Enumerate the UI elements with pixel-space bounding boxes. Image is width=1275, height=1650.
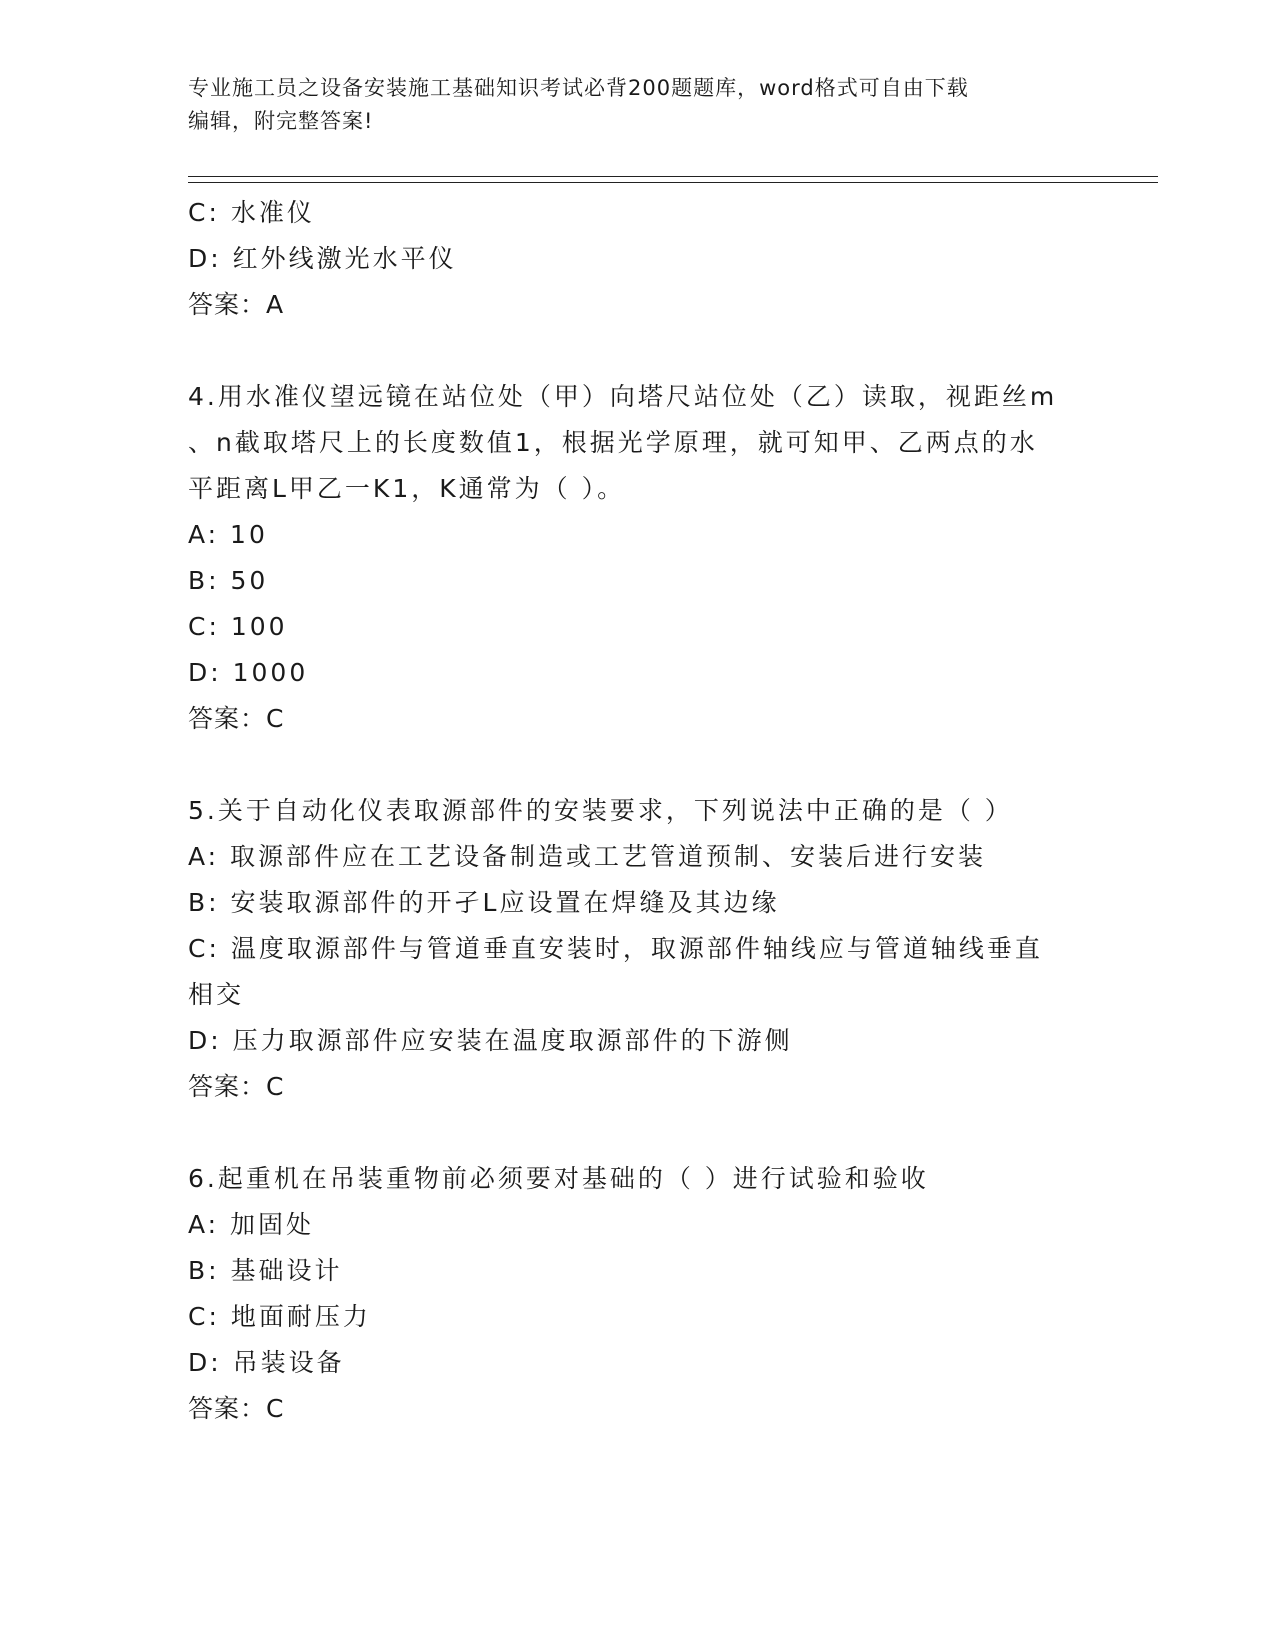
answer-line: 答案：C [188,1072,285,1101]
option-d: D: 吊装设备 [188,1348,345,1377]
option-a: A: 取源部件应在工艺设备制造或工艺管道预制、安装后进行安装 [188,842,987,871]
option-c: C: 地面耐压力 [188,1302,371,1331]
option-a: A: 10 [188,520,268,549]
page-header [188,72,1088,138]
option-b: B: 安装取源部件的开孑L应设置在焊缝及其边缘 [188,888,780,917]
option-c: C: 100 [188,612,288,641]
question-stem: 6.起重机在吊装重物前必须要对基础的（ ）进行试验和验收 [188,1164,929,1193]
option-d: D: 红外线激光水平仪 [188,244,457,273]
option-c: C: 水准仪 [188,198,315,227]
option-c-continued: 相交 [188,980,245,1009]
question-content [188,190,1088,1432]
option-d: D: 1000 [188,658,309,687]
question-6 [188,1156,1088,1432]
option-a: A: 加固处 [188,1210,315,1239]
question-5 [188,788,1088,1110]
option-c: C: 温度取源部件与管道垂直安装时，取源部件轴线应与管道轴线垂直 [188,934,1043,963]
question-4 [188,374,1088,742]
answer-line: 答案：C [188,704,285,733]
header-divider-top [188,176,1158,177]
header-divider-bottom [188,182,1158,183]
question-stem: 5.关于自动化仪表取源部件的安装要求，下列说法中正确的是（ ） [188,796,1013,825]
option-b: B: 基础设计 [188,1256,343,1285]
prev-question [188,190,1088,328]
answer-line: 答案：A [188,290,285,319]
question-stem: 、n截取塔尺上的长度数值1，根据光学原理，就可知甲、乙两点的水 [188,428,1038,457]
option-d: D: 压力取源部件应安装在温度取源部件的下游侧 [188,1026,793,1055]
question-stem: 平距离L甲乙一K1，K通常为（ ）。 [188,474,626,503]
answer-line: 答案：C [188,1394,285,1423]
header-line-1: 专业施工员之设备安装施工基础知识考试必背200题题库，word格式可自由下载 [188,76,969,100]
question-stem: 4.用水准仪望远镜在站位处（甲）向塔尺站位处（乙）读取，视距丝m [188,382,1058,411]
header-line-2: 编辑，附完整答案! [188,109,374,133]
option-b: B: 50 [188,566,269,595]
